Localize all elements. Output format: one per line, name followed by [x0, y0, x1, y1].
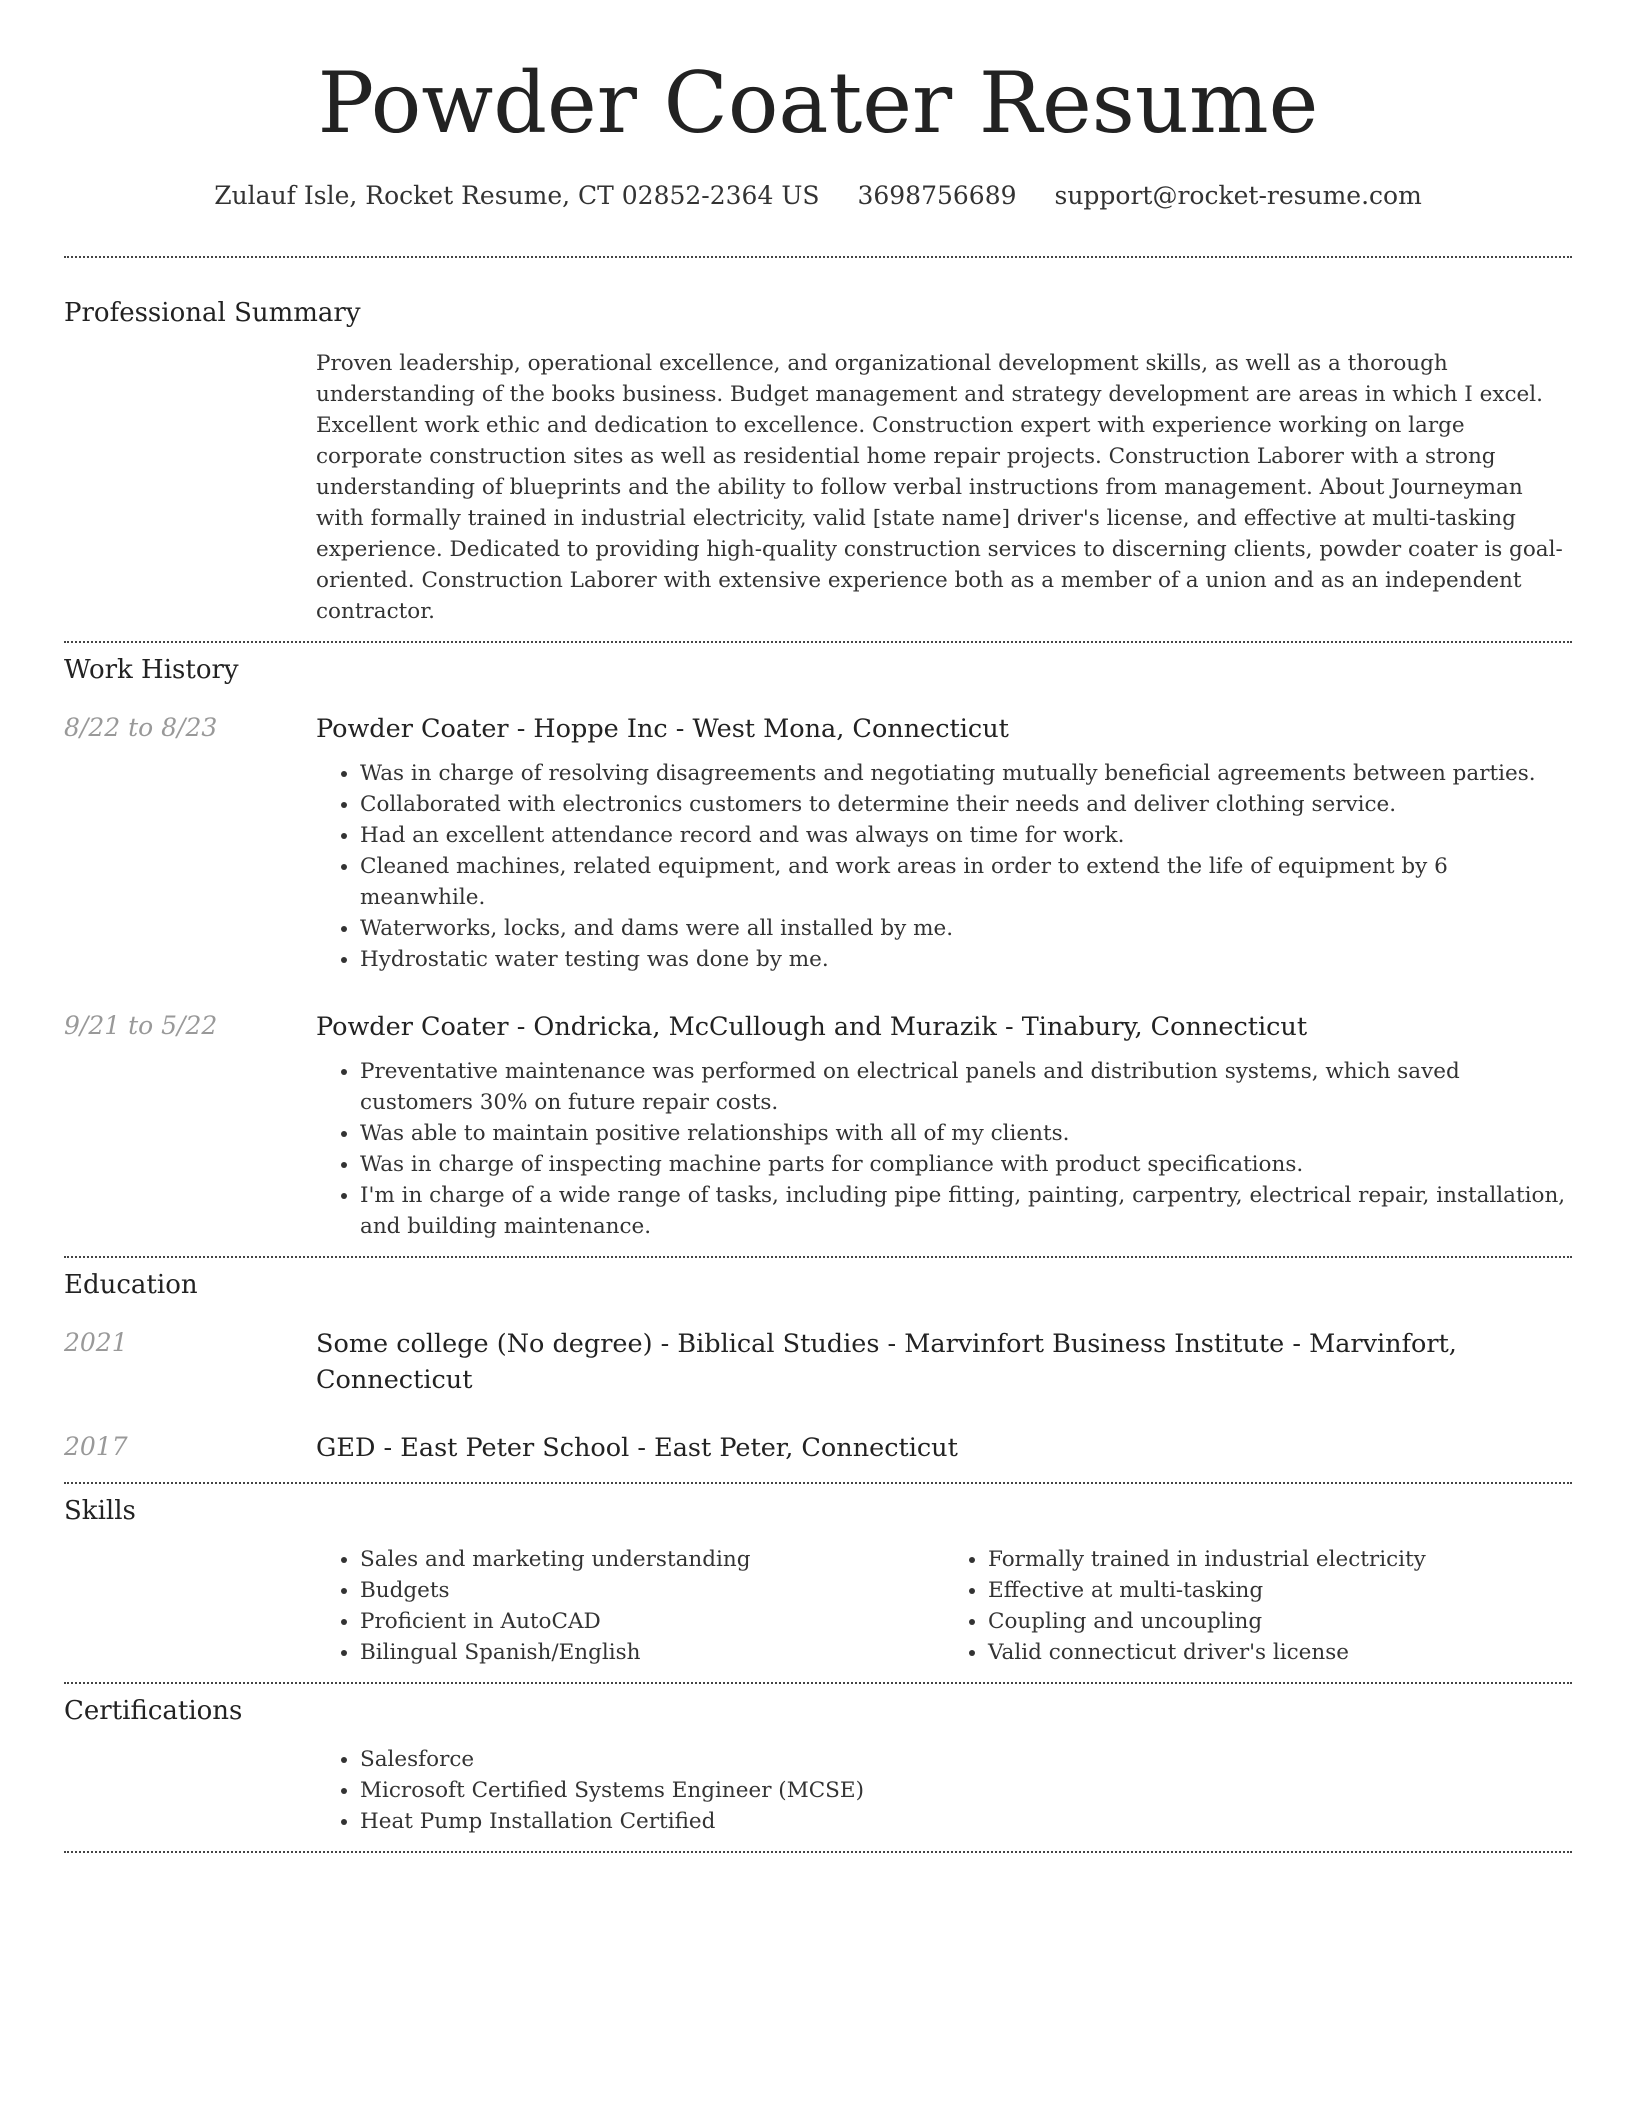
skill-item: • Bilingual Spanish/English — [360, 1637, 944, 1668]
contact-line — [64, 176, 1572, 216]
skills-list-left — [316, 1544, 944, 1668]
section-divider — [64, 1482, 1572, 1484]
job-bullet: • I'm in charge of a wide range of tasks, including pipe fitting, painting, carpentry, electrical repair, installation, and building maintenance. — [360, 1180, 1572, 1242]
contact-address: Zulauf Isle, Rocket Resume, CT 02852-2364 US — [214, 181, 820, 210]
resume-name: Powder Coater Resume — [317, 54, 1319, 152]
skills-section — [64, 1496, 1572, 1668]
job-dates: 8/22 to 8/23 — [64, 713, 218, 742]
section-divider — [64, 641, 1572, 643]
education-year: 2021 — [64, 1328, 128, 1357]
certifications-title: Certifications — [64, 1696, 243, 1726]
skill-item: • Effective at multi-tasking — [988, 1575, 1572, 1606]
section-divider — [64, 1256, 1572, 1258]
contact-phone: 3698756689 — [857, 181, 1017, 210]
job-bullet: • Collaborated with electronics customers to determine their needs and deliver clothing service. — [360, 789, 1572, 820]
education-section — [64, 1270, 1572, 1466]
job-bullet: • Was in charge of resolving disagreements and negotiating mutually beneficial agreements between parties. — [360, 758, 1572, 789]
skill-item: • Budgets — [360, 1575, 944, 1606]
skill-item: • Sales and marketing understanding — [360, 1544, 944, 1575]
skills-list-right — [944, 1544, 1572, 1668]
certification-item: • Salesforce — [360, 1744, 1572, 1775]
section-divider — [64, 1682, 1572, 1684]
job-heading: Powder Coater - Ondricka, McCullough and Murazik - Tinabury, Connecticut — [316, 1012, 1308, 1042]
job-bullet: • Waterworks, locks, and dams were all installed by me. — [360, 913, 1572, 944]
job-bullets — [316, 1056, 1572, 1242]
certification-item: • Microsoft Certified Systems Engineer (MCSE) — [360, 1775, 1572, 1806]
job-entry — [64, 1009, 1572, 1242]
education-entry — [64, 1430, 1572, 1466]
job-bullet: • Was in charge of inspecting machine parts for compliance with product specifications. — [360, 1149, 1572, 1180]
skill-item: • Valid connecticut driver's license — [988, 1637, 1572, 1668]
skill-item: • Formally trained in industrial electricity — [988, 1544, 1572, 1575]
job-bullet: • Was able to maintain positive relationships with all of my clients. — [360, 1118, 1572, 1149]
education-heading: Some college (No degree) - Biblical Studies - Marvinfort Business Institute - Marvinfort, Connecticut — [316, 1329, 1457, 1395]
summary-text: Proven leadership, operational excellence, and organizational development skills, as well as a thorough understanding of the books business. Budget management and strategy development are areas in which I excel. Excellent work ethic and dedication to excellence. Construction expert with experience working on large corporate construction sites as well as residential home repair projects. Construction Laborer with a strong understanding of blueprints and the ability to follow verbal instructions from management. About Journeyman with formally trained in industrial electricity, valid [state name] driver's license, and effective at multi-tasking experience. Dedicated to providing high-quality construction services to discerning clients, powder coater is goal-oriented. Construction Laborer with extensive experience both as a member of a union and as an independent contractor. — [316, 351, 1563, 624]
education-entry — [64, 1326, 1572, 1398]
skills-title: Skills — [64, 1496, 136, 1526]
job-heading: Powder Coater - Hoppe Inc - West Mona, Connecticut — [316, 714, 1009, 744]
certifications-list — [316, 1744, 1572, 1837]
job-bullet: • Had an excellent attendance record and was always on time for work. — [360, 820, 1572, 851]
section-divider — [64, 256, 1572, 258]
summary-section — [64, 298, 1572, 627]
certifications-section — [64, 1696, 1572, 1837]
education-title: Education — [64, 1270, 198, 1300]
resume-header — [64, 0, 1572, 216]
education-heading: GED - East Peter School - East Peter, Connecticut — [316, 1433, 958, 1463]
work-section — [64, 655, 1572, 1242]
skill-item: • Coupling and uncoupling — [988, 1606, 1572, 1637]
job-bullet: • Preventative maintenance was performed on electrical panels and distribution systems, which saved customers 30% on future repair costs. — [360, 1056, 1572, 1118]
section-divider — [64, 1851, 1572, 1853]
job-dates: 9/21 to 5/22 — [64, 1011, 218, 1040]
job-bullet: • Hydrostatic water testing was done by me. — [360, 944, 1572, 975]
work-title: Work History — [64, 655, 239, 685]
certification-item: • Heat Pump Installation Certified — [360, 1806, 1572, 1837]
skill-item: • Proficient in AutoCAD — [360, 1606, 944, 1637]
education-year: 2017 — [64, 1432, 128, 1461]
job-entry — [64, 711, 1572, 975]
job-bullet: • Cleaned machines, related equipment, and work areas in order to extend the life of equipment by 6 meanwhile. — [360, 851, 1572, 913]
resume-page — [64, 0, 1572, 1853]
summary-title: Professional Summary — [64, 298, 361, 328]
contact-email: support@rocket-resume.com — [1054, 181, 1422, 210]
job-bullets — [316, 758, 1572, 975]
